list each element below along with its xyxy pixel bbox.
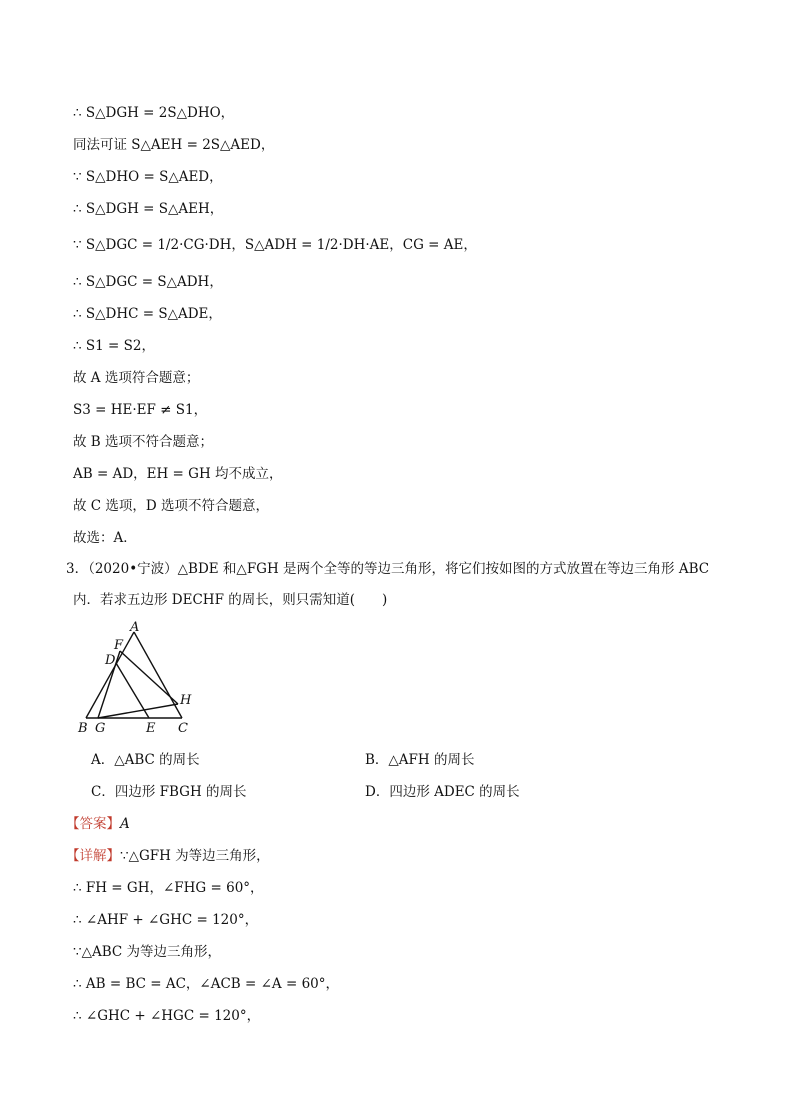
option-b: B．△AFH 的周长 — [365, 752, 475, 768]
solution-line: 故 C 选项，D 选项不符合题意， — [73, 498, 270, 514]
answer-line — [66, 815, 130, 833]
solution-line: AB = AD，EH = GH 均不成立， — [73, 466, 283, 482]
label-C: C — [178, 721, 188, 736]
label-D: D — [105, 653, 116, 668]
answer-tag: 【答案】 — [66, 816, 120, 832]
solution-line: ∴ S△DGH = S△AEH， — [73, 201, 224, 217]
question-text-line2: 内．若求五边形 DECHF 的周长，则只需知道( ) — [73, 592, 388, 608]
segment-AB — [86, 632, 134, 718]
solution-line: 故 A 选项符合题意； — [73, 370, 200, 386]
answer-value: A — [120, 816, 130, 832]
label-G: G — [95, 721, 106, 736]
solution-line: 同法可证 S△AEH = 2S△AED， — [73, 137, 275, 153]
solution-line: ∴ S△DGC = S△ADH， — [73, 274, 223, 290]
label-B: B — [78, 721, 88, 736]
detail-line: ∴ ∠AHF + ∠GHC = 120°， — [73, 912, 259, 928]
label-F: F — [114, 638, 124, 653]
solution-line: ∴ S△DGH = 2S△DHO， — [73, 105, 235, 121]
detail-line: ∴ FH = GH，∠FHG = 60°， — [73, 880, 264, 896]
solution-line: ∴ S1 = S2， — [73, 338, 155, 354]
detail-line: ∴ ∠GHC + ∠HGC = 120°， — [73, 1008, 261, 1024]
solution-line: 故选：A． — [73, 530, 137, 546]
solution-line: S3 = HE·EF ≠ S1， — [73, 402, 208, 418]
label-E: E — [146, 721, 156, 736]
solution-line: ∵ S△DGC = 1/2·CG·DH，S△ADH = 1/2·DH·AE，CG = AE， — [73, 237, 477, 253]
solution-line: 故 B 选项不符合题意； — [73, 434, 214, 450]
question-text-line1: 3．（2020•宁波）△BDE 和△FGH 是两个全等的等边三角形，将它们按如图的方式放置在等边三角形 ABC — [66, 561, 710, 577]
solution-line: ∴ S△DHC = S△ADE， — [73, 306, 222, 322]
detail-text: ∵△GFH 为等边三角形， — [120, 848, 270, 864]
detail-line — [66, 847, 270, 865]
label-A: A — [130, 620, 140, 635]
option-d: D．四边形 ADEC 的周长 — [365, 784, 520, 800]
option-a: A．△ABC 的周长 — [91, 752, 200, 768]
detail-tag: 【详解】 — [66, 848, 120, 864]
detail-line: ∴ AB = BC = AC，∠ACB = ∠A = 60°， — [73, 976, 340, 992]
segment-GH — [98, 704, 178, 718]
detail-line: ∵△ABC 为等边三角形， — [73, 944, 222, 960]
solution-line: ∵ S△DHO = S△AED， — [73, 169, 223, 185]
label-H: H — [180, 693, 192, 708]
triangle-figure — [70, 620, 200, 738]
option-c: C．四边形 FBGH 的周长 — [91, 784, 247, 800]
